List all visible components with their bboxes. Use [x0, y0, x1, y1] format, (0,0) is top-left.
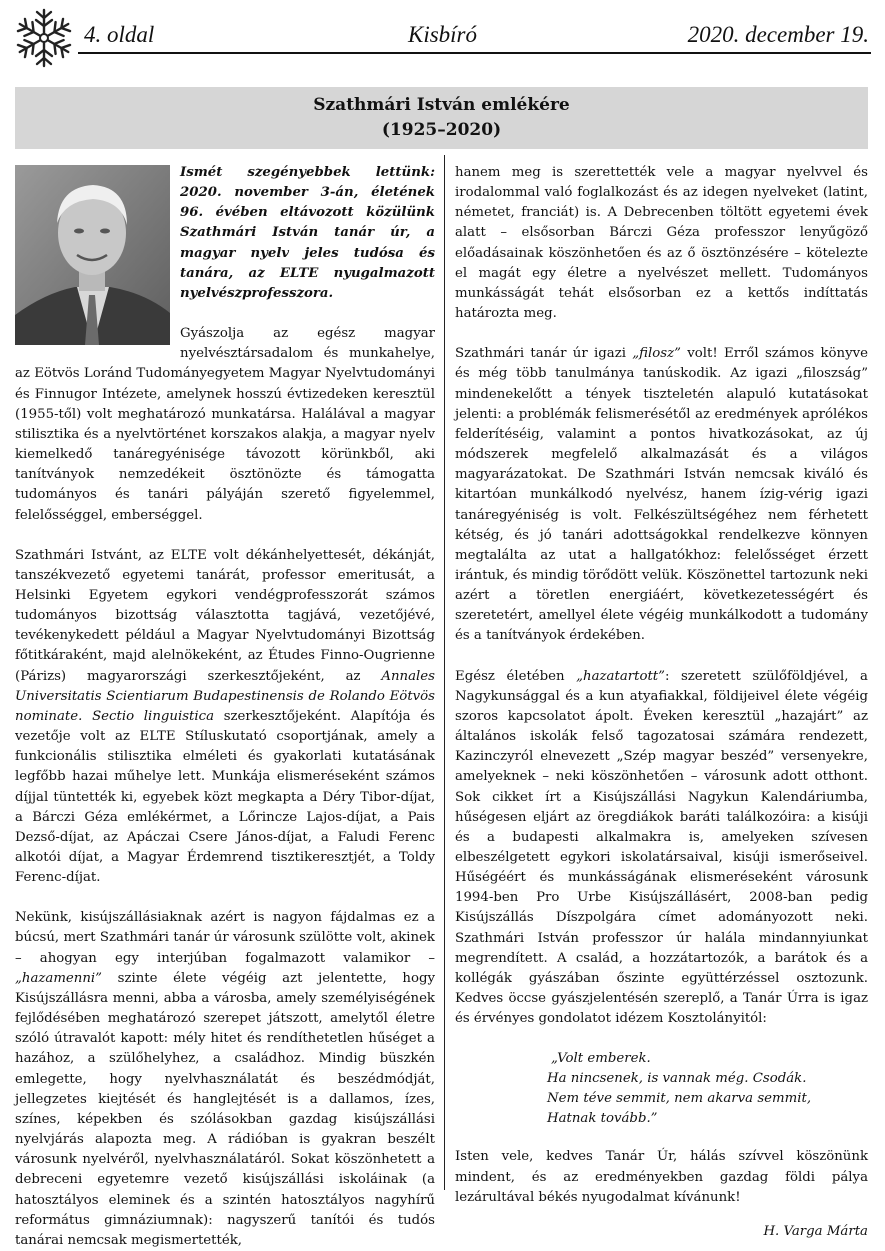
page-number: 4. oldal — [84, 22, 155, 47]
paragraph-languages: hanem meg is szerettették vele a magyar nyelvvel és irodalommal való foglalkozást és az idegen nyelveket (latint, németet, franciát) is. A Debrecenben töltött egyetemi évek alatt – elsősorban Bárczi Géza professzor lenyűgöző előadásainak köszönhetően és az ő ösztönzésére – kötelezte el magát egy életre a nyelvészet mellett. Tudományos munkásságát tehát elsősorban ez a kettős indíttatás határozta meg. — [455, 165, 868, 322]
journal-title: Annales Universitatis Scientiarum Budapestinensis de Rolando Eötvös nominate. Sectio linguistica — [15, 668, 435, 724]
quoted-hazamenni: „hazamenni” — [15, 970, 102, 986]
right-column — [455, 163, 868, 1242]
column-divider — [444, 155, 445, 1190]
article-title-band — [15, 87, 868, 149]
kosztolanyi-quote — [547, 1049, 868, 1129]
quoted-filosz: „filosz” — [632, 346, 681, 362]
closing-paragraph: Isten vele, kedves Tanár Úr, hálás szívvel köszönünk mindent, és az eredményekben gazdag földi pálya lezárultával békés nyugodalmat kívánunk! — [455, 1149, 868, 1205]
paragraph-career: Szathmári Istvánt, az ELTE volt dékánhelyettesét, dékánját, tanszékvezető egyetemi tanárát, professor emeritusát, a Helsinki Egyetem egykori vendégprofesszorát számos tudományos bizottság választotta tagjává, vezetőjévé, tevékenykedett például a Magyar Nyelvtudományi Bizottság főtitkáraként, majd alelnökeként, az Études Finno-Ougrienne (Párizs) magyarországi szerkesztőjeként, az Annales Universitatis Scientiarum Budapestinensis de Rolando Eötvös nominate. Sectio linguistica szerkesztőjeként. Alapítója és vezetője volt az ELTE Stíluskutató csoportjának, amely a funkcionális stilisztika elméleti és gyakorlati kutatásának legfőbb hazai műhelye lett. Munkája elismeréseként számos díjjal tüntették ki, egyebek közt megkapta a Déry Tibor-díjat, a Bárczi Géza emlékérmet, a Lőrincze Lajos-díjat, a Pais Dezső-díjat, az Apáczai Csere János-díjat, a Faludi Ferenc alkotói díjat, a Magyar Érdemrend tisztikeresztjét, a Toldy Ferenc-díjat. — [15, 547, 435, 886]
page-header — [0, 0, 885, 62]
portrait-photo — [15, 165, 170, 345]
left-column — [15, 163, 435, 1251]
issue-date: 2020. december 19. — [687, 22, 869, 47]
publication-name: Kisbíró — [407, 22, 478, 47]
lead-paragraph: Ismét szegényebbek lettünk: 2020. november 3-án, életének 96. évében eltávozott közülünk Szathmári István tanár úr, a magyar nyelv jeles tudósa és tanára, az ELTE nyugalmazott nyelvészprofesszora. — [180, 165, 435, 301]
paragraph-hometown: Nekünk, kisújszállásiaknak azért is nagyon fájdalmas ez a búcsú, mert Szathmári tanár úr városunk szülötte volt, akinek – ahogyan egy interjúban fogalmazott valamikor – „hazamenni” szinte élete végéig azt jelentette, hogy Kisújszállásra menni, abba a városba, amely személyiségének fejlődésében meghatározó szerepet játszott, amelytől életre szóló útravalót kapott: mély hitet és rendíthetetlen hűséget a hazához, a szülőhelyhez, a családhoz. Mindig büszkén emlegette, hogy nyelvhasználatát és beszédmódját, jellegzetes kiejtését és hanglejtését is a dallamos, ízes, színes, képekben és szólásokban gazdag kisújszállási nyelvjárás alapozta meg. A rádióban is gyakran beszélt városunk nyelvéről, nyelvhasználatáról. Sokat köszönhetett a debreceni egyetemre vezető kisújszállási iskoláinak (a hatosztályos eleminek és a szintén hatosztályos nagyhírű református gimnáziumnak): nagyszerű tanítói és tudós tanárai nemcsak megismertették, — [15, 910, 435, 1248]
quote-line: Nem téve semmit, nem akarva semmit, — [547, 1091, 812, 1107]
quoted-hazatartott: „hazatartott” — [576, 668, 665, 684]
article-years: (1925–2020) — [381, 120, 502, 140]
quote-line: Hatnak tovább.” — [547, 1111, 658, 1127]
header-rule — [78, 52, 871, 54]
paragraph-filosz: Szathmári tanár úr igazi „filosz” volt! Erről számos könyve és még több tanulmánya tanúskodik. Az igazi „filoszság” mindenekelőtt a tények tiszteletén alapuló kutatásokat jelenti: a problémák felismerésétől az eredmények aprólékos felderítéséig, valamint a pontos hivatkozásokat, az új módszerek megfelelő alkalmazását és a világos magyarázatokat. De Szathmári István nemcsak kiváló és kitartóan munkálkodó nyelvész, hanem ízig-vérig igazi tanáregyéniség is volt. Felkészültségéhez nem férhetett kétség, és jó tanári adottságokkal rendelkezve könnyen megtalálta az utat a hallgatókhoz: felelősséget érzett irántuk, és mindig törődött velük. Köszönettel tartozunk neki azért a töretlen energiáért, következetességért és szeretetért, amellyel élete végéig munkálkodott a tudomány és a tanítványok érdekében. — [455, 346, 868, 644]
author-signature: H. Varga Márta — [763, 1223, 868, 1239]
quote-line: „Volt emberek. — [551, 1051, 651, 1067]
paragraph-mourners: Gyászolja az egész magyar nyelvésztársadalom és munkahelye, az Eötvös Loránd Tudományegyetem Magyar Nyelvtudományi és Finnugor Intézete, amelynek hosszú évtizedeken keresztül (1955-től) volt meghatározó munkatársa. Halálával a magyar stilisztika és a nyelvtörténet korszakos alakja, a magyar nyelv kiemelkedő tanáregyénisége távozott körünkből, aki tanítványok nemzedékeit ösztönözte és támogatta tudományos és tanári pályáján szerető figyelemmel, felelősséggel, emberséggel. — [15, 326, 435, 523]
quote-line: Ha nincsenek, is vannak még. Csodák. — [547, 1071, 807, 1087]
paragraph-homeland: Egész életében „hazatartott”: szeretett szülőföldjével, a Nagykunsággal és a kun atyafiakkal, földijeivel élete végéig szoros kapcsolatot ápolt. Éveken keresztül „hazajárt” az általános iskolák felső tagozatosai számára rendezett, Kazinczyról elnevezett „Szép magyar beszéd” versenyekre, amelyeknek – neki köszönhetően – városunk adott otthont. Sok cikket írt a Kisújszállási Nagykun Kalendáriumba, hűségesen eljárt az öregdiákok baráti találkozóira: a kisúji és a budapesti alkalmakra is, amelyeken szívesen elbeszélgetett egykori iskolatársaival, kisúji ismerőseivel. Hűségéért és munkásságának elismeréseként városunk 1994-ben Pro Urbe Kisújszállásért, 2008-ban pedig Kisújszállás Díszpolgára címet adományozott neki. Szathmári István professzor úr halála mindannyiunkat megrendített. A család, a hozzátartozók, a barátok és a kollégák gyászában őszinte együttérzéssel osztozunk. Kedves öccse gyászjelentésén szereplő, a Tanár Úrra is igaz és érvényes gondolatot idézem Kosztolányitól: — [455, 668, 868, 1027]
article-title: Szathmári István emlékére — [313, 95, 570, 115]
